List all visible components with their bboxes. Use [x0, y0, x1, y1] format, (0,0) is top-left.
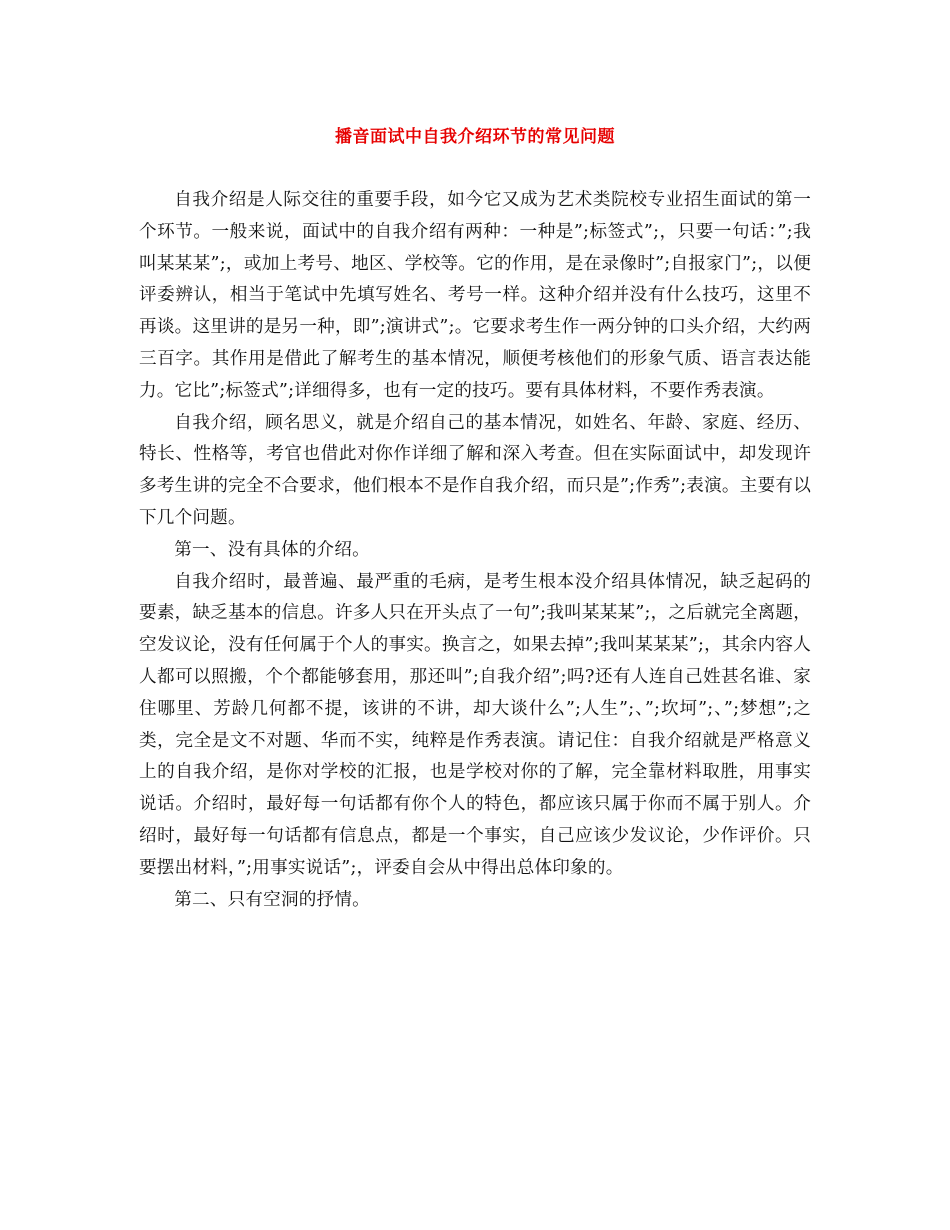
document-title: 播音面试中自我介绍环节的常见问题: [335, 127, 615, 147]
paragraph-3-heading: 第一、没有具体的介绍。: [174, 539, 370, 560]
paragraph-5-heading: 第二、只有空洞的抒情。: [174, 889, 370, 910]
paragraph-4: 自我介绍时，最普遍、最严重的毛病，是考生根本没介绍具体情况，缺乏起码的要素，缺乏基本的信息。许多人只在开头点了一句”;我叫某某某”;，之后就完全离题，空发议论，没有任何属于个人的事实。换言之，如果去掉”;我叫某某某”;，其余内容人人都可以照搬，个个都能够套用，那还叫”;自我介绍”;吗?还有人连自己姓甚名谁、家住哪里、芳龄几何都不提，该讲的不讲，却大谈什么”;人生”;、”;坎坷”;、”;梦想”;之类，完全是文不对题、华而不实，纯粹是作秀表演。请记住：自我介绍就是严格意义上的自我介绍，是你对学校的汇报，也是学校对你的了解，完全靠材料取胜，用事实说话。介绍时，最好每一句话都有你个人的特色，都应该只属于你而不属于别人。介绍时，最好每一句话都有信息点，都是一个事实，自己应该少发议论，少作评价。只要摆出材料，”;用事实说话”;，评委自会从中得出总体印象的。: [139, 571, 811, 878]
document-body: [139, 185, 811, 916]
paragraph-1: 自我介绍是人际交往的重要手段，如今它又成为艺术类院校专业招生面试的第一个环节。一般来说，面试中的自我介绍有两种：一种是”;标签式”;，只要一句话：”;我叫某某某”;，或加上考号、地区、学校等。它的作用，是在录像时”;自报家门”;，以便评委辨认，相当于笔试中先填写姓名、考号一样。这种介绍并没有什么技巧，这里不再谈。这里讲的是另一种，即”;演讲式”;。它要求考生作一两分钟的口头介绍，大约两三百字。其作用是借此了解考生的基本情况，顺便考核他们的形象气质、语言表达能力。它比”;标签式”;详细得多，也有一定的技巧。要有具体材料，不要作秀表演。: [139, 190, 811, 401]
paragraph-2: 自我介绍，顾名思义，就是介绍自己的基本情况，如姓名、年龄、家庭、经历、特长、性格等，考官也借此对你作详细了解和深入考查。但在实际面试中，却发现许多考生讲的完全不合要求，他们根本不是作自我介绍，而只是”;作秀”;表演。主要有以下几个问题。: [139, 412, 811, 528]
